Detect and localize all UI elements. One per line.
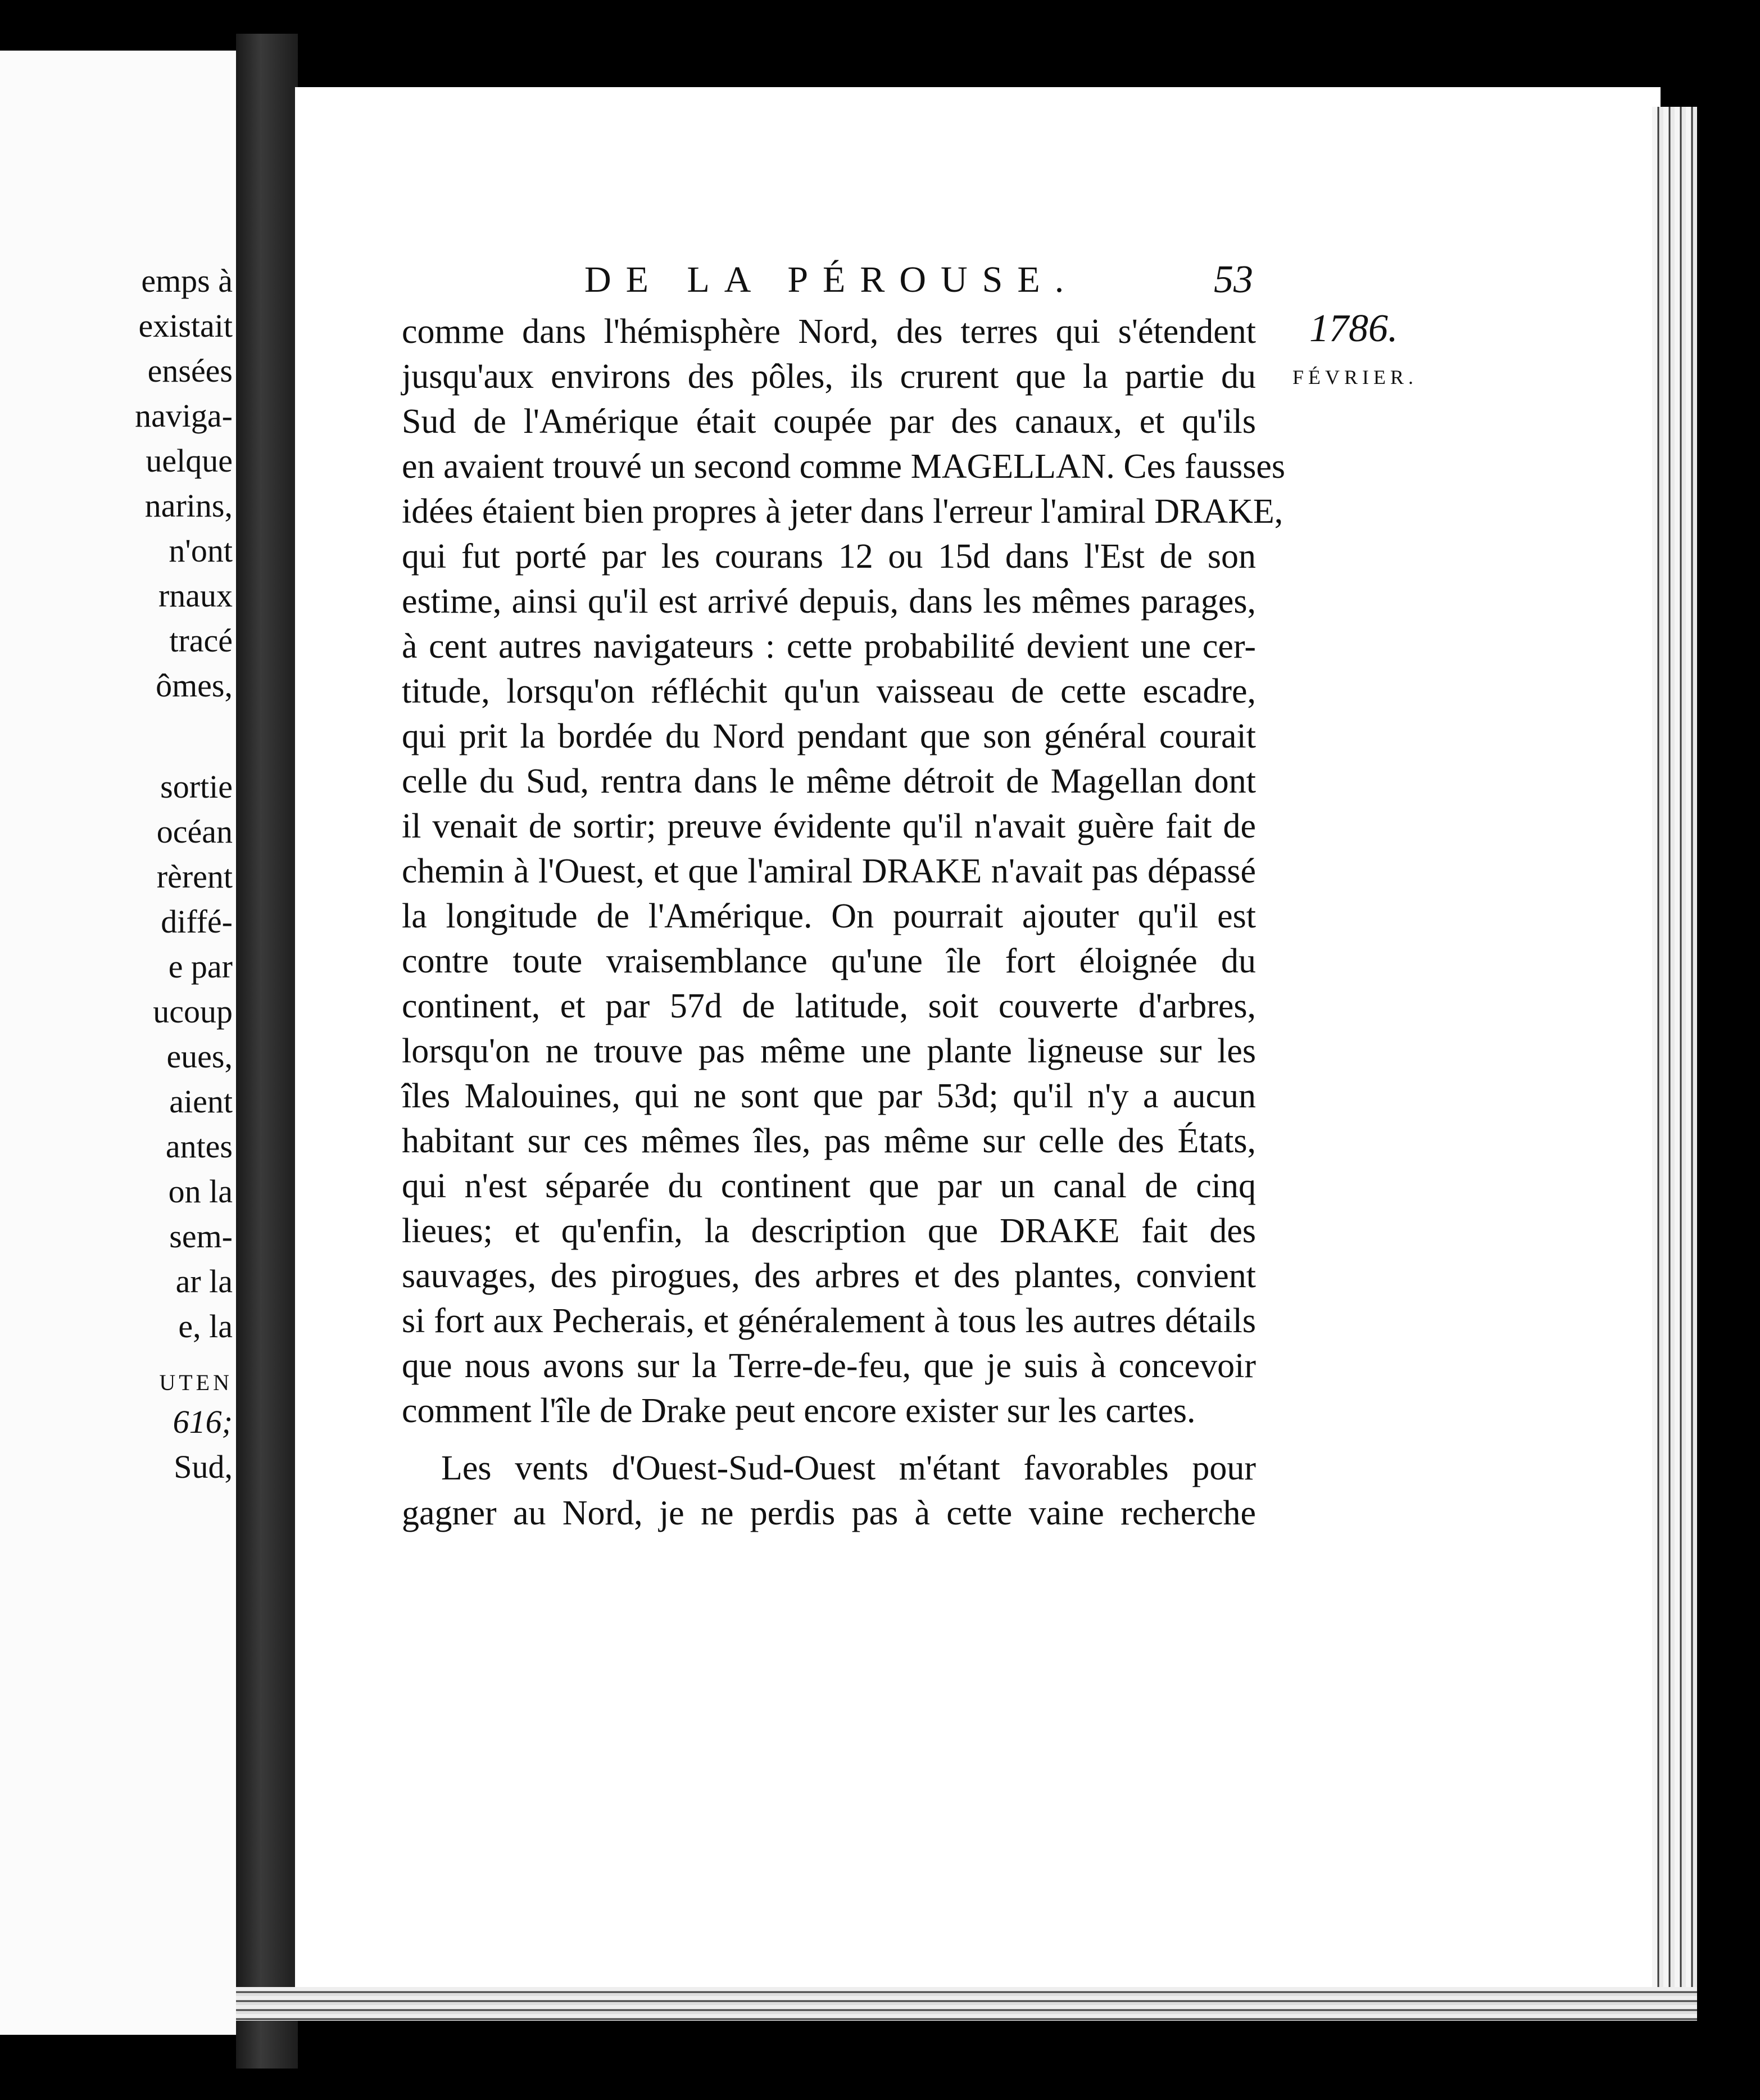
text-line: celle du Sud, rentra dans le même détroit de Magellan dont — [402, 762, 1256, 800]
text-line: habitant sur ces mêmes îles, pas même sur celle des États, — [402, 1122, 1256, 1160]
left-page-fragment: n'ont — [169, 532, 233, 569]
left-page-fragment: rèrent — [156, 858, 233, 895]
left-page-fragment: tracé — [169, 622, 233, 659]
left-page-fragment: e par — [168, 948, 233, 985]
left-page-fragment: existait — [138, 307, 233, 344]
text-line: idées étaient bien propres à jeter dans l'erreur l'amiral DRAKE, — [402, 492, 1283, 531]
left-page-fragment: eues, — [166, 1038, 233, 1075]
left-page-fragment: ar la — [175, 1263, 233, 1300]
left-page-fragment: ensées — [147, 352, 233, 389]
text-line: qui n'est séparée du continent que par un canal de cinq — [402, 1167, 1256, 1205]
left-page-fragment: sortie — [160, 768, 233, 805]
text-line: contre toute vraisemblance qu'une île fort éloignée du — [402, 942, 1256, 980]
text-line: îles Malouines, qui ne sont que par 53d; qu'il n'y a aucun — [402, 1077, 1256, 1115]
text-line: comment l'île de Drake peut encore exister sur les cartes. — [402, 1392, 1196, 1430]
body-text — [402, 309, 1285, 1536]
text-line: qui fut porté par les courans 12 ou 15d dans l'Est de son — [402, 537, 1256, 576]
text-line: chemin à l'Ouest, et que l'amiral DRAKE n'avait pas dépassé — [402, 852, 1256, 890]
page-edge-bottom — [236, 1987, 1697, 2021]
running-title: DE LA PÉROUSE. — [584, 259, 1079, 300]
text-line: comme dans l'hémisphère Nord, des terres qui s'étendent — [402, 313, 1256, 351]
left-page-fragment: rnaux — [158, 577, 233, 614]
margin-year: 1786. — [1309, 307, 1398, 350]
text-line: estime, ainsi qu'il est arrivé depuis, dans les mêmes parages, — [402, 582, 1256, 621]
text-line: Les vents d'Ouest-Sud-Ouest m'étant favorables pour — [441, 1449, 1256, 1487]
text-line: en avaient trouvé un second comme MAGELLAN. Ces fausses — [402, 447, 1285, 486]
left-page-fragment: narins, — [144, 487, 233, 524]
text-line: à cent autres navigateurs : cette probabilité devient une cer- — [402, 627, 1256, 666]
left-page-fragment: e, la — [178, 1308, 233, 1345]
text-line: si fort aux Pecherais, et généralement à tous les autres détails — [402, 1302, 1256, 1340]
left-page-fragment: ucoup — [153, 993, 233, 1030]
book-gutter — [236, 34, 298, 2069]
margin-month: FÉVRIER. — [1292, 366, 1418, 388]
left-page-fragment: on la — [168, 1173, 233, 1210]
left-page-fragment: diffé- — [161, 903, 233, 940]
left-facing-page — [0, 51, 236, 2035]
text-line: titude, lorsqu'on réfléchit qu'un vaisseau de cette escadre, — [402, 672, 1256, 710]
left-page-fragment: 616; — [173, 1404, 233, 1440]
text-line: lieues; et qu'enfin, la description que DRAKE fait des — [402, 1212, 1256, 1250]
left-page-fragment: ômes, — [156, 667, 233, 704]
text-line: lorsqu'on ne trouve pas même une plante ligneuse sur les — [402, 1032, 1256, 1070]
text-line: il venait de sortir; preuve évidente qu'il n'avait guère fait de — [402, 807, 1256, 845]
left-page-fragment: antes — [165, 1128, 233, 1165]
text-line: sauvages, des pirogues, des arbres et des plantes, convient — [402, 1257, 1256, 1295]
text-line: continent, et par 57d de latitude, soit couverte d'arbres, — [402, 987, 1256, 1025]
left-page-fragment: sem- — [169, 1218, 233, 1255]
text-line: Sud de l'Amérique était coupée par des canaux, et qu'ils — [402, 402, 1256, 441]
left-page-fragment: océan — [156, 813, 233, 850]
left-page-fragment: UTEN — [159, 1370, 233, 1395]
page-edge-right — [1652, 107, 1697, 1995]
left-page-fragment: emps à — [141, 262, 233, 299]
text-line: la longitude de l'Amérique. On pourrait ajouter qu'il est — [402, 897, 1256, 935]
text-line: que nous avons sur la Terre-de-feu, que je suis à concevoir — [402, 1347, 1256, 1385]
text-line: jusqu'aux environs des pôles, ils crurent que la partie du — [402, 357, 1256, 396]
text-line: gagner au Nord, je ne perdis pas à cette vaine recherche — [402, 1494, 1256, 1532]
page-number: 53 — [1214, 258, 1253, 301]
left-page-fragment: naviga- — [135, 397, 233, 434]
text-line: qui prit la bordée du Nord pendant que son général courait — [402, 717, 1256, 755]
left-page-fragment: uelque — [146, 442, 233, 479]
left-page-fragment: aient — [169, 1083, 233, 1120]
left-page-fragment: Sud, — [174, 1449, 233, 1485]
